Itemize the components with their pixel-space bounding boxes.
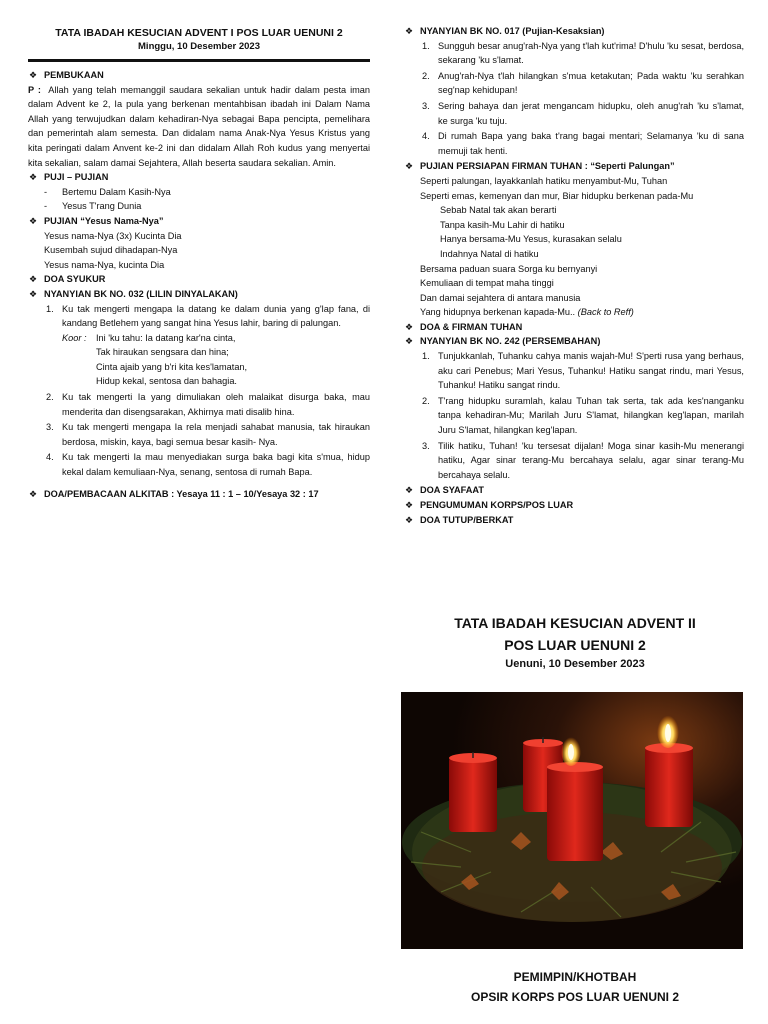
right-column (404, 24, 744, 527)
lyric-line: Ini 'ku tahu: Ia datang kar'na cinta, (96, 332, 236, 343)
koor-lines (96, 331, 247, 389)
koor-label: Koor : (62, 332, 87, 343)
section-doa-syukur: ❖ DOA SYUKUR (28, 272, 370, 287)
section-nyanyian-242: ❖ NYANYIAN BK NO. 242 (PERSEMBAHAN) (404, 334, 744, 349)
section-doa-syafaat: ❖ DOA SYAFAAT (404, 483, 744, 498)
verse: Di rumah Bapa yang baka t'rang bagai mentari; Selamanya 'ku di sana memuji tak henti. (438, 131, 744, 156)
section-pujian-persiapan: ❖ PUJIAN PERSIAPAN FIRMAN TUHAN : “Seperti Palungan” (404, 159, 744, 174)
section-doa-tutup: ❖ DOA TUTUP/BERKAT (404, 513, 744, 528)
lyric-line: Seperti emas, kemenyan dan mur, Biar hidupku berkenan pada-Mu (420, 190, 694, 201)
page-date: Minggu, 10 Desember 2023 (138, 41, 260, 52)
lyric-line: Hidup kekal, sentosa dan bahagia. (96, 376, 237, 387)
lyric-line: Cinta ajaib yang b'ri kita kes'lamatan, (96, 361, 248, 372)
cover-title-line: POS LUAR UENUNI 2 (504, 637, 646, 653)
verse: Sering bahaya dan jerat mengancam hidupku, oleh anug'rah 'ku s'lamat, ke surga 'ku tuju. (438, 100, 744, 126)
cover-footer-line: PEMIMPIN/KHOTBAH (513, 970, 637, 984)
section-pembukaan: ❖ PEMBUKAAN (28, 68, 370, 83)
back-to-reff-note: (Back to Reff) (577, 307, 634, 318)
lyric-line: Hanya bersama-Mu Yesus, kurasakan selalu (440, 234, 622, 245)
cover-title-line: TATA IBADAH KESUCIAN ADVENT II (454, 615, 696, 631)
page-title: TATA IBADAH KESUCIAN ADVENT I POS LUAR UENUNI 2 (55, 27, 343, 39)
cover-title (390, 612, 760, 656)
song-032-verses (28, 302, 370, 480)
koor (62, 331, 370, 389)
verse: Tunjukkanlah, Tuhanku cahya manis wajah-Mu! S'perti rusa yang berhaus, aku cari Penebus; Mari Yesus, Tuhanku! Hatiku sangat rindu, mari Yesus, Tuhanku! Hatiku sangat rindu. (438, 351, 744, 391)
section-nyanyian-032: ❖ NYANYIAN BK NO. 032 (LILIN DINYALAKAN) (28, 287, 370, 302)
section-doa-firman: ❖ DOA & FIRMAN TUHAN (404, 320, 744, 335)
section-doa-alkitab: ❖ DOA/PEMBACAAN ALKITAB : Yesaya 11 : 1 – 10/Yesaya 32 : 17 (28, 487, 370, 502)
lyric-line: Indahnya Natal di hatiku (440, 248, 539, 259)
lyric-line: Bersama paduan suara Sorga ku bernyanyi (420, 263, 598, 274)
lyric-line (404, 305, 744, 320)
song-017-verses (404, 39, 744, 159)
left-column (28, 0, 370, 501)
lyric-line: Dan damai sejahtera di antara manusia (420, 292, 581, 303)
advent-wreath-photo (401, 692, 743, 949)
section-pujian-yesus: ❖ PUJIAN “Yesus Nama-Nya” (28, 214, 370, 229)
cover-footer (390, 967, 760, 1007)
lyric-line: Kemuliaan di tempat maha tinggi (420, 278, 554, 289)
verse: Anug'rah-Nya t'lah hilangkan s'mua ketakutan; Pada waktu 'ku serahkan seg'nap kehidupan! (438, 70, 744, 96)
title-divider (28, 59, 370, 62)
verse: Tilik hatiku, Tuhan! 'ku tersesat dijalan! Moga sinar kasih-Mu menerangi hatiku, Agar sinar terang-Mu bercahaya selalu, agar sinar terang-Mu bercahaya selalu. (438, 440, 744, 480)
verse-text: Ku tak mengerti mengapa Ia datang ke dalam dunia yang g'lap fana, di kandang Betlehem yang sangat hina Yesus lahir, baring di palungan. (62, 303, 370, 329)
pembukaan-text (28, 83, 370, 171)
list-item: - Bertemu Dalam Kasih-Nya (28, 185, 370, 200)
advent-wreath-candles-icon (401, 692, 743, 949)
verse: T'rang hidupku suramlah, kalau Tuhan tak serta, tak ada kes'nanganku tanpa kehadiran-Mu; Marilah Juru S'lamat, hilangkan keg'lapan, marilah Juru S'lamat, hilangkan keg'lapan. (438, 395, 744, 436)
pembukaan-body: Allah yang telah memanggil saudara sekalian untuk hadir dalam pesta iman dalam Advent ke 2, Ia pula yang berkenan mentahbisan ibadah ini Dalam Nama Allah yang terwujudkan dalam kehadiran-Nya sebagai Bapa pencipta, pemelihara dan pemerintah alam semesta. Dan didalam nama Anak-Nya Yesus Kristus yang kita peringati dalam Anvent ke-2 ini dan didalam Allah Roh kudus yang menyertai kita sekalian, salam damai Sejahtera, Allah beserta saudara sekalian. Amin. (28, 84, 370, 168)
cover-footer-line: OPSIR KORPS POS LUAR UENUNI 2 (470, 990, 680, 1004)
lyric-line: Yesus nama-Nya (3x) Kucinta Dia (44, 230, 182, 241)
verse: Ku tak mengerti Ia mau menyediakan surga baka bagi kita s'mua, hidup kekal dalam kemuliaan-Nya, senang, sentosa di rumah Bapa. (62, 452, 370, 478)
lyric-line: Yesus nama-Nya, kucinta Dia (44, 259, 165, 270)
section-puji-pujian: ❖ PUJI – PUJIAN (28, 170, 370, 185)
song-242-verses (404, 349, 744, 482)
verse: Ku tak mengerti Ia yang dimuliakan oleh malaikat disurga baka, mau menderita dan disengsarakan, Akhirnya mati disalib hina. (62, 392, 370, 417)
list-item: - Yesus T'rang Dunia (28, 199, 370, 214)
verse: Sungguh besar anug'rah-Nya yang t'lah kut'rima! D'hulu 'ku sesat, berdosa, sekarang 'ku s'lamat. (438, 40, 745, 66)
cover-date: Uenuni, 10 Desember 2023 (505, 658, 645, 670)
verse (28, 302, 370, 390)
lyric-line: Tanpa kasih-Mu Lahir di hatiku (440, 219, 565, 230)
speaker-label: P : (28, 84, 41, 95)
lyric-text: Yang hidupnya berkenan kapada-Mu.. (420, 307, 576, 318)
lyric-line: Sebab Natal tak akan berarti (440, 205, 557, 216)
verse: Ku tak mengerti mengapa Ia rela menjadi sahabat manusia, tak hiraukan berdosa, miskin, kaya, bagi semua besar kasih- Nya. (62, 422, 370, 447)
lyric-line: Kusembah sujud dihadapan-Nya (44, 245, 178, 256)
lyric-line: Tak hiraukan sengsara dan hina; (96, 347, 229, 358)
lyric-line: Seperti palungan, layakkanlah hatiku menyambut-Mu, Tuhan (420, 175, 668, 186)
section-pengumuman: ❖ PENGUMUMAN KORPS/POS LUAR (404, 498, 744, 513)
section-nyanyian-017: ❖ NYANYIAN BK NO. 017 (Pujian-Kesaksian) (404, 24, 744, 39)
